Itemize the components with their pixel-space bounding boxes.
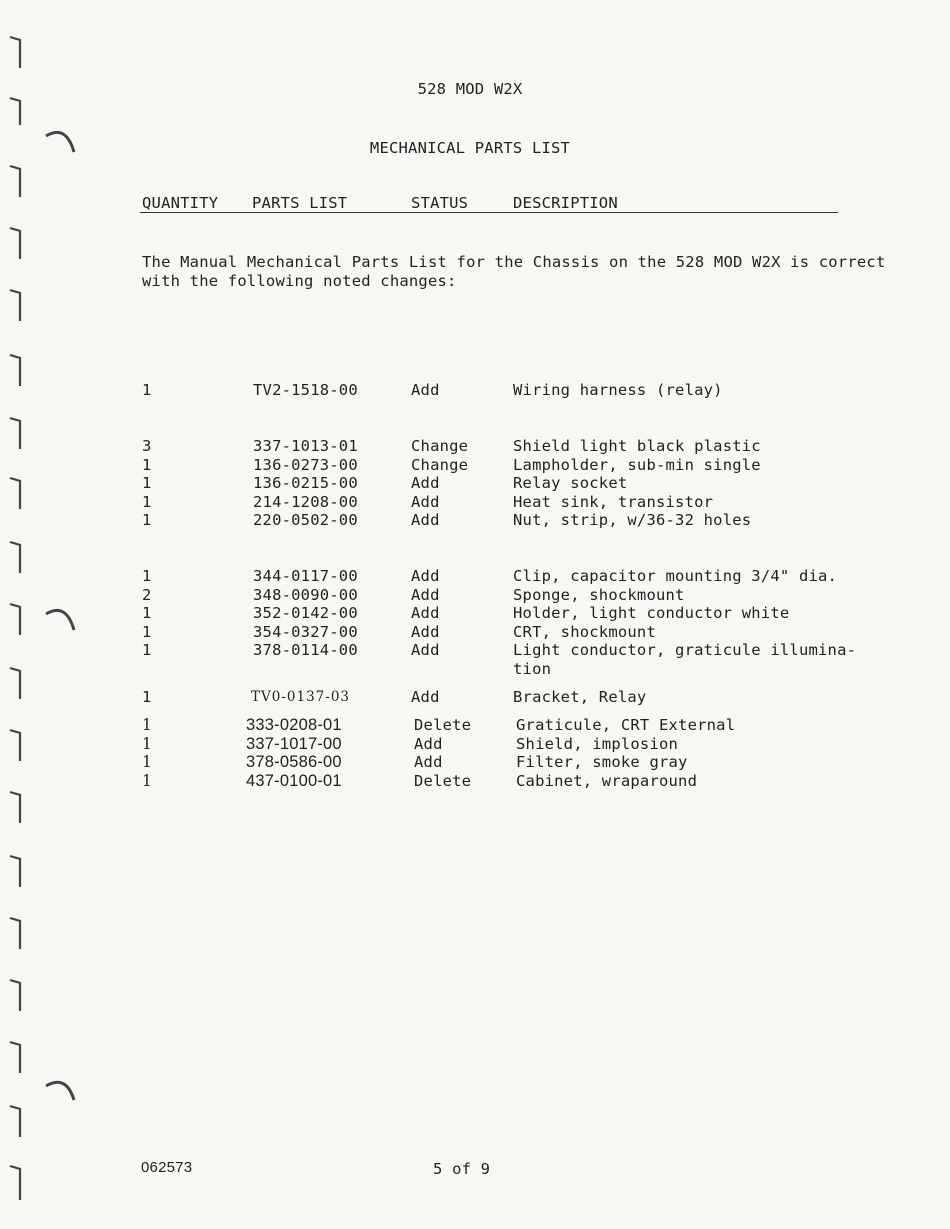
part-cell: 214-1208-00 [253, 492, 358, 511]
header-parts-list: PARTS LIST [252, 194, 348, 212]
table-row [142, 381, 902, 400]
intro-line-2: with the following noted changes: [142, 272, 457, 290]
part-cell: 352-0142-00 [253, 604, 358, 622]
table-row [142, 772, 902, 791]
qty-cell: 1 [142, 492, 152, 511]
part-cell: 344-0117-00 [253, 567, 358, 585]
status-cell: Add [411, 641, 440, 659]
part-cell: 136-0273-00 [253, 455, 358, 474]
desc-cell: Filter, smoke gray [516, 753, 688, 771]
status-cell: Add [411, 474, 440, 492]
qty-cell: 1 [142, 381, 152, 399]
status-cell: Add [414, 753, 443, 771]
desc-cell: Cabinet, wraparound [516, 771, 698, 790]
qty-cell: 1 [142, 641, 152, 659]
qty-cell: 1 [142, 604, 152, 622]
status-cell: Delete [414, 716, 472, 734]
desc-cell: Shield, implosion [516, 734, 679, 753]
part-cell: 348-0090-00 [253, 585, 358, 604]
desc-cell: Heat sink, transistor [513, 492, 714, 511]
desc-cell: Clip, capacitor mounting 3/4" dia. [513, 567, 838, 585]
desc-cell: Bracket, Relay [513, 688, 647, 706]
desc-cell: Graticule, CRT External [516, 716, 736, 734]
header-status: STATUS [411, 194, 469, 212]
binder-marks-icon [0, 0, 80, 1229]
table-row [142, 688, 902, 707]
header-quantity: QUANTITY [142, 194, 219, 212]
part-cell: 337-1017-00 [246, 734, 342, 753]
table-row [142, 753, 902, 772]
table-row [142, 660, 902, 679]
status-cell: Change [411, 455, 469, 474]
qty-cell: 1 [142, 567, 152, 585]
document-subtitle: MECHANICAL PARTS LIST [369, 139, 571, 157]
header-rule [140, 212, 838, 213]
table-row [142, 586, 902, 605]
part-cell: TV2-1518-00 [253, 381, 358, 399]
desc-cell: tion [513, 660, 552, 678]
desc-cell: Nut, strip, w/36-32 holes [513, 511, 752, 529]
qty-cell: 2 [142, 585, 152, 604]
part-cell: 378-0114-00 [253, 641, 358, 659]
desc-cell: CRT, shockmount [513, 622, 656, 641]
status-cell: Add [411, 585, 440, 604]
desc-cell: Light conductor, graticule illumina- [513, 641, 857, 659]
desc-cell: Sponge, shockmount [513, 585, 685, 604]
part-cell: 354-0327-00 [253, 622, 358, 641]
qty-cell: 1 [142, 753, 153, 771]
table-row [142, 437, 902, 456]
desc-cell: Relay socket [513, 474, 628, 492]
status-cell: Add [411, 511, 440, 529]
status-cell: Add [411, 604, 440, 622]
qty-cell: 1 [142, 474, 152, 492]
part-cell: TV0-0137-03 [251, 689, 351, 705]
document-title: 528 MOD W2X [417, 80, 523, 98]
table-row [142, 456, 902, 475]
table-row [142, 623, 902, 642]
part-cell: 136-0215-00 [253, 474, 358, 492]
desc-cell: Wiring harness (relay) [513, 381, 723, 399]
status-cell: Add [411, 567, 440, 585]
part-cell: 220-0502-00 [253, 511, 358, 529]
qty-cell: 1 [142, 511, 152, 529]
qty-cell: 1 [142, 771, 153, 790]
part-cell: 437-0100-01 [246, 771, 342, 790]
status-cell: Change [411, 437, 469, 455]
table-row [142, 735, 902, 754]
qty-cell: 1 [142, 734, 153, 753]
header-description: DESCRIPTION [513, 194, 618, 212]
footer-code: 062573 [141, 1159, 193, 1176]
qty-cell: 3 [142, 437, 152, 455]
part-cell: 333-0208-01 [246, 716, 342, 734]
qty-cell: 1 [142, 716, 153, 734]
table-row [142, 474, 902, 493]
table-row [142, 511, 902, 530]
desc-cell: Lampholder, sub-min single [513, 455, 761, 474]
intro-line-1: The Manual Mechanical Parts List for the Chassis on the 528 MOD W2X is correct [142, 253, 886, 271]
part-cell: 378-0586-00 [246, 753, 342, 771]
qty-cell: 1 [142, 622, 152, 641]
table-row [142, 493, 902, 512]
binder-edge [0, 0, 40, 1229]
table-row [142, 716, 902, 735]
page-number: 5 of 9 [433, 1160, 491, 1178]
desc-cell: Holder, light conductor white [513, 604, 790, 622]
status-cell: Add [411, 622, 440, 641]
desc-cell: Shield light black plastic [513, 437, 761, 455]
status-cell: Add [411, 688, 440, 706]
status-cell: Add [411, 492, 440, 511]
qty-cell: 1 [142, 688, 152, 706]
part-cell: 337-1013-01 [253, 437, 358, 455]
table-row [142, 567, 902, 586]
table-row [142, 604, 902, 623]
status-cell: Add [411, 381, 440, 399]
qty-cell: 1 [142, 455, 152, 474]
status-cell: Delete [414, 771, 472, 790]
table-row [142, 641, 902, 660]
status-cell: Add [414, 734, 443, 753]
